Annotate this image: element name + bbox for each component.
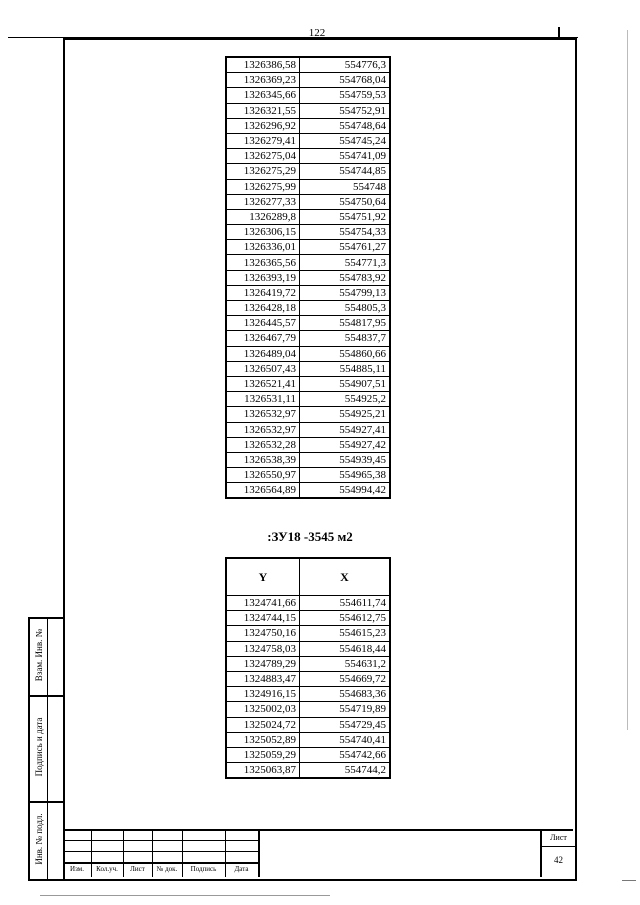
title-block-label: Изм. [70,865,84,873]
cell-y: 1325002,03 [226,702,300,717]
stamp-vzam-label: Взам. Инв. № [34,628,44,682]
table-row [226,240,390,255]
title-block [63,829,573,877]
table-row [226,626,390,641]
cell-x: 554925,21 [300,407,391,422]
cell-y: 1325052,89 [226,732,300,747]
cell-x: 554752,91 [300,103,391,118]
column-header-x: X [300,558,391,596]
sheet-label: Лист [550,833,567,842]
cell-y: 1326386,58 [226,57,300,73]
table-row [226,301,390,316]
cell-x: 554776,3 [300,57,391,73]
cell-y: 1326345,66 [226,88,300,103]
cell-x: 554939,45 [300,452,391,467]
stamp-vzam-cell [30,619,65,697]
table-row [226,346,390,361]
cell-x: 554907,51 [300,376,391,391]
table-row [226,73,390,88]
stamp-podpis-cell [30,697,65,803]
table-row [226,407,390,422]
table-row [226,611,390,626]
table-row [226,194,390,209]
title-block-label: Кол.уч. [96,865,118,873]
table-row [226,763,390,779]
table-row [226,717,390,732]
table-row [226,225,390,240]
cell-y: 1326467,79 [226,331,300,346]
table-row [226,468,390,483]
cell-y: 1326428,18 [226,301,300,316]
cell-y: 1326336,01 [226,240,300,255]
table-row [226,133,390,148]
title-block-label: № док. [156,865,178,873]
cell-x: 554744,85 [300,164,391,179]
table-row [226,376,390,391]
table-row [226,88,390,103]
table-row [226,483,390,499]
cell-x: 554611,74 [300,596,391,611]
cell-y: 1326277,33 [226,194,300,209]
cell-x: 554768,04 [300,73,391,88]
cell-y: 1326275,99 [226,179,300,194]
cell-x: 554618,44 [300,641,391,656]
cell-x: 554761,27 [300,240,391,255]
cell-x: 554729,45 [300,717,391,732]
cell-y: 1324750,16 [226,626,300,641]
table-row [226,452,390,467]
cell-y: 1326275,29 [226,164,300,179]
cell-x: 554805,3 [300,301,391,316]
cell-y: 1326321,55 [226,103,300,118]
cell-y: 1326532,97 [226,422,300,437]
cell-y: 1326521,41 [226,376,300,391]
table-row [226,179,390,194]
cell-y: 1326532,28 [226,437,300,452]
table-row [226,437,390,452]
cell-x: 554860,66 [300,346,391,361]
cell-x: 554742,66 [300,747,391,762]
cell-x: 554745,24 [300,133,391,148]
cell-x: 554799,13 [300,285,391,300]
cell-x: 554927,41 [300,422,391,437]
cell-y: 1326393,19 [226,270,300,285]
cell-x: 554740,41 [300,732,391,747]
cell-y: 1325059,29 [226,747,300,762]
cell-y: 1326306,15 [226,225,300,240]
scan-edge-mark [627,30,628,730]
coordinates-table-2 [225,557,391,779]
table-row [226,209,390,224]
cell-x: 554744,2 [300,763,391,779]
sheet-number: 42 [554,855,563,865]
table-row [226,671,390,686]
table-row [226,702,390,717]
table-row [226,285,390,300]
cell-y: 1326279,41 [226,133,300,148]
cell-y: 1324916,15 [226,687,300,702]
cell-y: 1324883,47 [226,671,300,686]
cell-x: 554965,38 [300,468,391,483]
table-row [226,149,390,164]
cell-y: 1326365,56 [226,255,300,270]
cell-x: 554759,53 [300,88,391,103]
table-row [226,732,390,747]
table-row [226,361,390,376]
section-title: :ЗУ18 -3545 м2 [267,529,353,544]
sheet-number-box [540,829,575,877]
scan-edge-mark [622,880,636,881]
table-row [226,57,390,73]
table-row [226,747,390,762]
title-block-label: Лист [130,865,145,873]
side-stamp [28,617,65,881]
cell-x: 554771,3 [300,255,391,270]
cell-y: 1326550,97 [226,468,300,483]
stamp-inv-cell [30,803,65,877]
cell-y: 1326369,23 [226,73,300,88]
cell-y: 1326507,43 [226,361,300,376]
stamp-inv-label: Инв. № подл. [34,813,44,865]
cell-x: 554994,42 [300,483,391,499]
cell-x: 554669,72 [300,671,391,686]
cell-y: 1326419,72 [226,285,300,300]
table-row [226,270,390,285]
table-row [226,118,390,133]
table-row [226,656,390,671]
cell-y: 1324744,15 [226,611,300,626]
cell-x: 554719,89 [300,702,391,717]
title-block-label: Подпись [190,865,217,873]
cell-y: 1326532,97 [226,407,300,422]
cell-x: 554750,64 [300,194,391,209]
cell-x: 554783,92 [300,270,391,285]
cell-y: 1326564,89 [226,483,300,499]
stamp-podpis-label: Подпись и дата [34,717,44,777]
table-row [226,316,390,331]
page-number: 122 [308,27,326,39]
title-block-label: Дата [234,865,249,873]
cell-y: 1325024,72 [226,717,300,732]
table-row [226,331,390,346]
table-row [226,422,390,437]
cell-x: 554817,95 [300,316,391,331]
column-header-y: Y [226,558,300,596]
table-row [226,596,390,611]
cell-x: 554615,23 [300,626,391,641]
scan-bottom-rule [40,895,330,896]
cell-x: 554683,36 [300,687,391,702]
cell-y: 1326445,57 [226,316,300,331]
table-row [226,392,390,407]
cell-y: 1324758,03 [226,641,300,656]
cell-x: 554885,11 [300,361,391,376]
cell-y: 1324789,29 [226,656,300,671]
cell-x: 554837,7 [300,331,391,346]
cell-x: 554925,2 [300,392,391,407]
cell-y: 1326531,11 [226,392,300,407]
table-row [226,164,390,179]
cell-x: 554751,92 [300,209,391,224]
cell-x: 554741,09 [300,149,391,164]
cell-x: 554754,33 [300,225,391,240]
cell-x: 554927,42 [300,437,391,452]
cell-y: 1325063,87 [226,763,300,779]
cell-x: 554612,75 [300,611,391,626]
cell-y: 1324741,66 [226,596,300,611]
cell-y: 1326489,04 [226,346,300,361]
top-tick [558,27,560,38]
cell-x: 554748,64 [300,118,391,133]
table-row [226,103,390,118]
cell-y: 1326289,8 [226,209,300,224]
cell-x: 554631,2 [300,656,391,671]
cell-y: 1326538,39 [226,452,300,467]
cell-y: 1326275,04 [226,149,300,164]
cell-y: 1326296,92 [226,118,300,133]
coordinates-table-1 [225,56,391,499]
table-row [226,641,390,656]
table-row [226,255,390,270]
cell-x: 554748 [300,179,391,194]
table-row [226,687,390,702]
